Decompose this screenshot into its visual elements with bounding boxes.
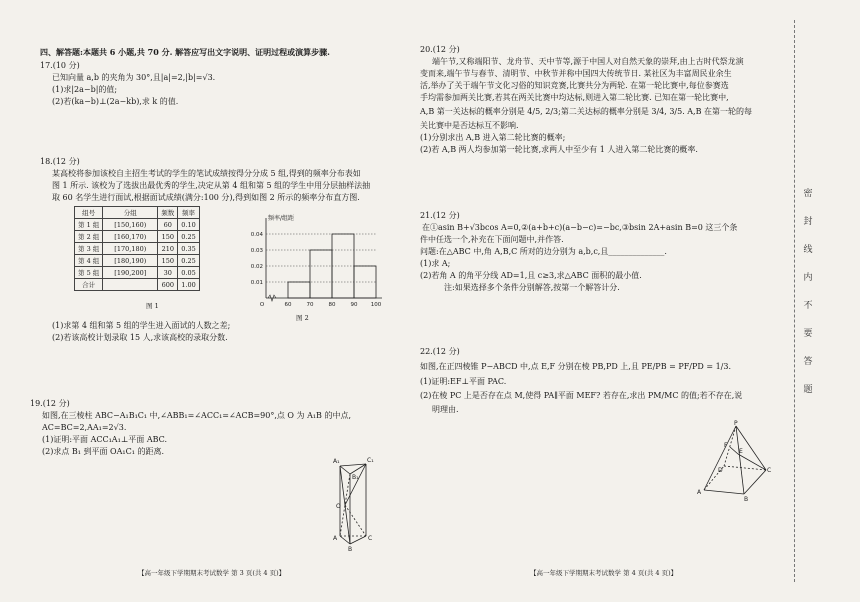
table-cell: 合计	[75, 279, 103, 291]
question-22	[420, 346, 788, 416]
q22-line1: 如图,在正四棱锥 P−ABCD 中,点 E,F 分别在棱 PB,PD 上,且 PE/PB = PF/PD = 1/3.	[420, 362, 731, 371]
q22-part2b: 明理由.	[432, 405, 459, 414]
q20-line: 活,举办了关于端午节文化习俗的知识竞赛,比赛共分为两轮. 在第一轮比赛中,每位参赛选	[420, 81, 729, 90]
q18-header: 18.(12 分)	[40, 157, 80, 166]
seal-char: 内	[803, 273, 813, 283]
table-cell: [170,180)	[103, 243, 158, 255]
x-tick-label: 70	[306, 302, 314, 308]
table-cell: 第 1 组	[75, 219, 103, 231]
q21-part2: (2)若角 A 的角平分线 AD=1,且 c≥3,求△ABC 面积的最小值.	[420, 271, 642, 280]
y-tick-label: 0.03	[250, 248, 263, 254]
table-cell: 0.25	[178, 231, 199, 243]
seal-char: 封	[803, 217, 813, 227]
question-19	[30, 398, 390, 458]
table-cell: 210	[158, 243, 178, 255]
table-header-cell: 频数	[158, 207, 178, 219]
q21-note: 注:如果选择多个条件分别解答,按第一个解答计分.	[444, 283, 620, 292]
table-row	[75, 219, 200, 231]
x-tick-label: 60	[284, 302, 292, 308]
q20-part1: (1)分别求出 A,B 进入第二轮比赛的概率;	[420, 133, 566, 142]
right-footer: 【高一年级下学期期末考试数学 第 4 页(共 4 页)】	[530, 569, 678, 577]
q20-line: 变而来,端午节与春节、清明节、中秋节并称中国四大传统节日. 某社区为丰富周民业余生	[420, 69, 732, 78]
q19-part2: (2)求点 B₁ 到平面 OA₁C₁ 的距离.	[42, 447, 165, 456]
q17-header: 17.(10 分)	[40, 61, 80, 70]
q21-line2: 件中任选一个,补充在下面问题中,并作答.	[420, 235, 564, 244]
table-cell: 第 4 组	[75, 255, 103, 267]
seal-char: 密	[803, 189, 813, 199]
q20-line: 端午节,又称端阳节、龙舟节、天中节等,源于中国人对自然天象的崇拜,由上古时代祭龙演	[432, 57, 744, 66]
q17-part2: (2)若(ka−b)⊥(2a−kb),求 k 的值.	[52, 97, 179, 106]
q20-line: A,B 第一关达标的概率分别是 4/5, 2/3;第二关达标的概率分别是 3/4, 3/5. A,B 在第一轮的每	[420, 107, 753, 116]
histogram-bar	[288, 282, 310, 298]
histogram-bar	[310, 250, 332, 298]
table-cell: [180,190)	[103, 255, 158, 267]
label-c1: C₁	[367, 457, 374, 464]
table-cell: 60	[158, 219, 178, 231]
q22-header: 22.(12 分)	[420, 347, 460, 356]
label-d: D	[718, 467, 723, 474]
seal-char: 答	[803, 357, 813, 367]
question-21	[420, 210, 788, 294]
seal-dashed-line	[794, 20, 795, 582]
table-header-cell: 频率	[178, 207, 199, 219]
table-cell: 150	[158, 231, 178, 243]
table-cell: 0.25	[178, 255, 199, 267]
q20-line: 手均需参加两关比赛,若其在两关比赛中均达标,则进入第二轮比赛. 已知在第一轮比赛中,	[420, 93, 729, 102]
table-cell: 1.00	[178, 279, 199, 291]
section-title: 四、解答题:本题共 6 小题,共 70 分. 解答应写出文字说明、证明过程或演算步骤.	[40, 47, 330, 57]
frequency-table	[74, 206, 200, 291]
q19-line1: 如图,在三棱柱 ABC−A₁B₁C₁ 中,∠ABB₁=∠ACC₁=∠ACB=90°,点 O 为 A₁B 的中点,	[42, 411, 352, 420]
seal-line-sidebar	[782, 0, 860, 602]
table-cell: [160,170)	[103, 231, 158, 243]
label-f: F	[724, 442, 728, 449]
table-cell: 第 2 组	[75, 231, 103, 243]
question-18	[40, 156, 395, 204]
q18-part1: (1)求第 4 组和第 5 组的学生进入面试的人数之差;	[52, 321, 231, 330]
q19-header: 19.(12 分)	[30, 399, 70, 408]
table-cell: 30	[158, 267, 178, 279]
q19-part1: (1)证明:平面 ACC₁A₁⊥平面 ABC.	[42, 435, 168, 444]
q20-part2: (2)若 A,B 两人均参加第一轮比赛,求两人中至少有 1 人进入第二轮比赛的概率.	[420, 145, 698, 154]
table-cell	[103, 279, 158, 291]
table-row	[75, 243, 200, 255]
table-row	[75, 255, 200, 267]
table-row	[75, 231, 200, 243]
q18-line2: 图 1 所示. 该校为了选拔出最优秀的学生,决定从第 4 组和第 5 组的学生中用分层抽样法抽	[52, 181, 371, 190]
label-p: P	[734, 420, 738, 427]
q20-header: 20.(12 分)	[420, 45, 460, 54]
x-tick-label: 80	[328, 302, 336, 308]
y-tick-label: 0.01	[250, 280, 263, 286]
q18-parts	[40, 320, 390, 344]
question-17	[40, 60, 390, 108]
table-cell: 600	[158, 279, 178, 291]
label-b: B	[348, 546, 353, 552]
table-cell: 0.10	[178, 219, 199, 231]
seal-char: 线	[803, 245, 813, 255]
seal-line-text	[800, 180, 816, 404]
fig1-caption: 图 1	[146, 302, 159, 310]
q20-line: 关比赛中是否达标互不影响.	[420, 121, 519, 130]
left-footer: 【高一年级下学期期末考试数学 第 3 页(共 4 页)】	[138, 569, 286, 577]
frequency-table-body	[75, 219, 200, 291]
label-a: A	[333, 535, 338, 542]
q22-part1: (1)证明:EF⊥平面 PAC.	[420, 377, 507, 386]
q21-line1: 在①asin B+√3bcos A=0,②(a+b+c)(a−b−c)=−bc,③bsin 2A+asin B=0 这三个条	[422, 223, 738, 232]
label-c: C	[767, 467, 772, 474]
table-cell: 第 5 组	[75, 267, 103, 279]
label-b: B	[744, 496, 749, 502]
table-cell: 第 3 组	[75, 243, 103, 255]
seal-char: 不	[803, 301, 813, 311]
table-header-cell: 组号	[75, 207, 103, 219]
frequency-table-header	[75, 207, 200, 219]
x-tick-label: 100	[370, 302, 382, 308]
q18-line3: 取 60 名学生进行面试,根据面试成绩(满分:100 分),得到如图 2 所示的频率分布直方图.	[52, 193, 360, 202]
right-page	[410, 0, 780, 602]
label-o: O	[336, 503, 341, 510]
table-cell: 150	[158, 255, 178, 267]
y-axis-label: 频率/组距	[268, 215, 295, 222]
x-tick-label: 90	[350, 302, 358, 308]
q21-part1: (1)求 A;	[420, 259, 451, 268]
label-e: E	[739, 448, 743, 455]
table-row	[75, 267, 200, 279]
q19-line2: AC=BC=2,AA₁=2√3.	[42, 423, 127, 432]
q17-part1: (1)求|2a−b|的值;	[52, 85, 118, 94]
q22-part2a: (2)在棱 PC 上是否存在点 M,使得 PA∥平面 MEF? 若存在,求出 PM/MC 的值;若不存在,说	[420, 391, 743, 400]
table-cell: 0.35	[178, 243, 199, 255]
prism-figure	[322, 452, 382, 552]
histogram-chart	[238, 214, 388, 312]
label-a: A	[697, 489, 702, 496]
q18-part2: (2)若该高校计划录取 15 人,求该高校的录取分数.	[52, 333, 228, 342]
table-cell: [190,200]	[103, 267, 158, 279]
y-tick-label: 0.02	[250, 264, 263, 270]
pyramid-figure	[694, 420, 774, 502]
q17-stem: 已知向量 a,b 的夹角为 30°,且|a|=2,|b|=√3.	[52, 73, 216, 82]
label-a1: A₁	[333, 458, 340, 465]
seal-char: 题	[803, 385, 813, 395]
table-cell: [150,160)	[103, 219, 158, 231]
table-row	[75, 279, 200, 291]
fig2-caption: 图 2	[296, 314, 309, 322]
label-b1: B₁	[352, 474, 359, 481]
question-20	[420, 44, 788, 156]
q18-line1: 某高校将参加该校自主招生考试的学生的笔试成绩按得分分成 5 组,得到的频率分布表如	[52, 169, 361, 178]
seal-char: 要	[803, 329, 813, 339]
origin-label: O	[259, 302, 265, 308]
left-page	[0, 0, 398, 602]
q21-line3: 问题:在△ABC 中,角 A,B,C 所对的边分别为 a,b,c,且______________.	[420, 247, 667, 256]
table-cell: 0.05	[178, 267, 199, 279]
label-c: C	[368, 535, 373, 542]
y-tick-label: 0.04	[250, 232, 263, 238]
table-header-cell: 分组	[103, 207, 158, 219]
q21-header: 21.(12 分)	[420, 211, 460, 220]
